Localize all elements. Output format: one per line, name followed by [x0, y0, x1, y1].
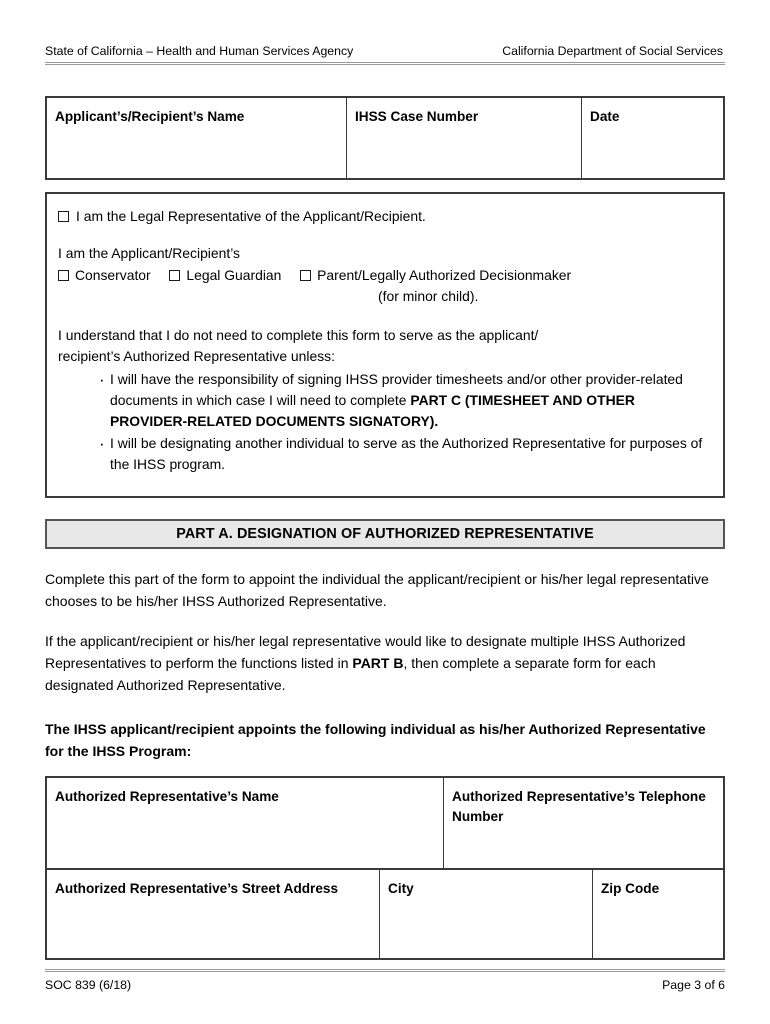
- header-agency-left: State of California – Health and Human Services Agency: [45, 44, 354, 58]
- field-representative-zip-code[interactable]: Zip Code: [592, 870, 723, 958]
- understanding-statement-line1: I understand that I do not need to complete this form to serve as the applicant/: [58, 326, 539, 343]
- checkbox-icon-legal-guardian[interactable]: [169, 270, 180, 281]
- minor-child-note: (for minor child).: [378, 288, 479, 305]
- field-representative-name[interactable]: Authorized Representative’s Name: [55, 789, 279, 804]
- checkbox-icon-conservator[interactable]: [58, 270, 69, 281]
- list-item: [58, 369, 709, 432]
- representative-type-options: [58, 265, 709, 286]
- document-footer: [45, 978, 725, 992]
- understanding-statement-line2: recipient’s Authorized Representative unless:: [58, 347, 335, 364]
- paragraph-2-bold-part-b: PART B: [352, 655, 404, 672]
- field-applicant-name[interactable]: Applicant’s/Recipient’s Name: [55, 109, 245, 124]
- paragraph-2-before: If the applicant/recipient or his/her legal representative would like to designate multiple IHSS Authorized Representatives to perform the functions listed in: [45, 633, 686, 672]
- option-label-legal-guardian: Legal Guardian: [186, 267, 282, 284]
- checkbox-icon-legal-representative[interactable]: [58, 211, 69, 222]
- spacer: [58, 227, 709, 243]
- option-label-parent-decisionmaker: Parent/Legally Authorized Decisionmaker: [317, 267, 572, 284]
- field-representative-city[interactable]: City: [379, 870, 592, 958]
- part-a-section-banner: [45, 519, 725, 549]
- i-am-the-applicant-label: I am the Applicant/Recipient’s: [58, 245, 240, 262]
- checkbox-icon-parent-decisionmaker[interactable]: [300, 270, 311, 281]
- authorized-representative-table: [45, 776, 725, 960]
- legal-representative-label: I am the Legal Representative of the Applicant/Recipient.: [76, 208, 426, 224]
- footer-form-id: SOC 839 (6/18): [45, 978, 132, 992]
- bullet-1-text: I will have the responsibility of signing IHSS provider timesheets and/or other provider-related documents in which case I will need to complete: [110, 370, 683, 408]
- header-divider-rule: [45, 62, 725, 65]
- field-representative-telephone[interactable]: Authorized Representative’s Telephone Number: [443, 778, 723, 868]
- document-header: [45, 44, 725, 58]
- footer-page-number: Page 3 of 6: [662, 978, 725, 992]
- table-row: [47, 868, 723, 958]
- part-a-appointment-statement: The IHSS applicant/recipient appoints the following individual as his/her Authorized Representative for the IHSS Program:: [45, 721, 706, 760]
- bullet-2-text: I will be designating another individual to serve as the Authorized Representative for purposes of the IHSS program.: [110, 435, 703, 473]
- footer-divider-rule: [45, 969, 725, 972]
- field-ihss-case-number[interactable]: IHSS Case Number: [346, 98, 581, 178]
- table-row: [47, 98, 723, 178]
- part-a-paragraph-2: [45, 630, 725, 696]
- part-a-paragraph-1: Complete this part of the form to appoint the individual the applicant/recipient or his/her legal representative chooses to be his/her IHSS Authorized Representative.: [45, 571, 709, 610]
- paragraph-2-after: , then complete a separate form for each designated Authorized Representative.: [45, 655, 656, 694]
- legal-representative-checkbox-row[interactable]: [58, 206, 709, 227]
- table-row: [47, 778, 723, 868]
- part-a-banner-title: PART A. DESIGNATION OF AUTHORIZED REPRESENTATIVE: [176, 526, 594, 542]
- field-representative-street-address[interactable]: Authorized Representative’s Street Address: [55, 881, 339, 896]
- option-label-conservator: Conservator: [75, 267, 151, 284]
- understanding-bullet-list: [58, 369, 709, 476]
- header-agency-right: California Department of Social Services: [502, 44, 723, 58]
- list-item: [58, 433, 709, 475]
- bullet-1-bold-part-c: PART C (TIMESHEET AND OTHER PROVIDER-RELATED DOCUMENTS SIGNATORY).: [110, 391, 635, 429]
- legal-representative-declaration-box: [45, 192, 725, 498]
- document-page: [45, 0, 725, 1024]
- understanding-statement: [58, 325, 709, 367]
- field-date[interactable]: Date: [581, 98, 723, 178]
- identification-table: [45, 96, 725, 180]
